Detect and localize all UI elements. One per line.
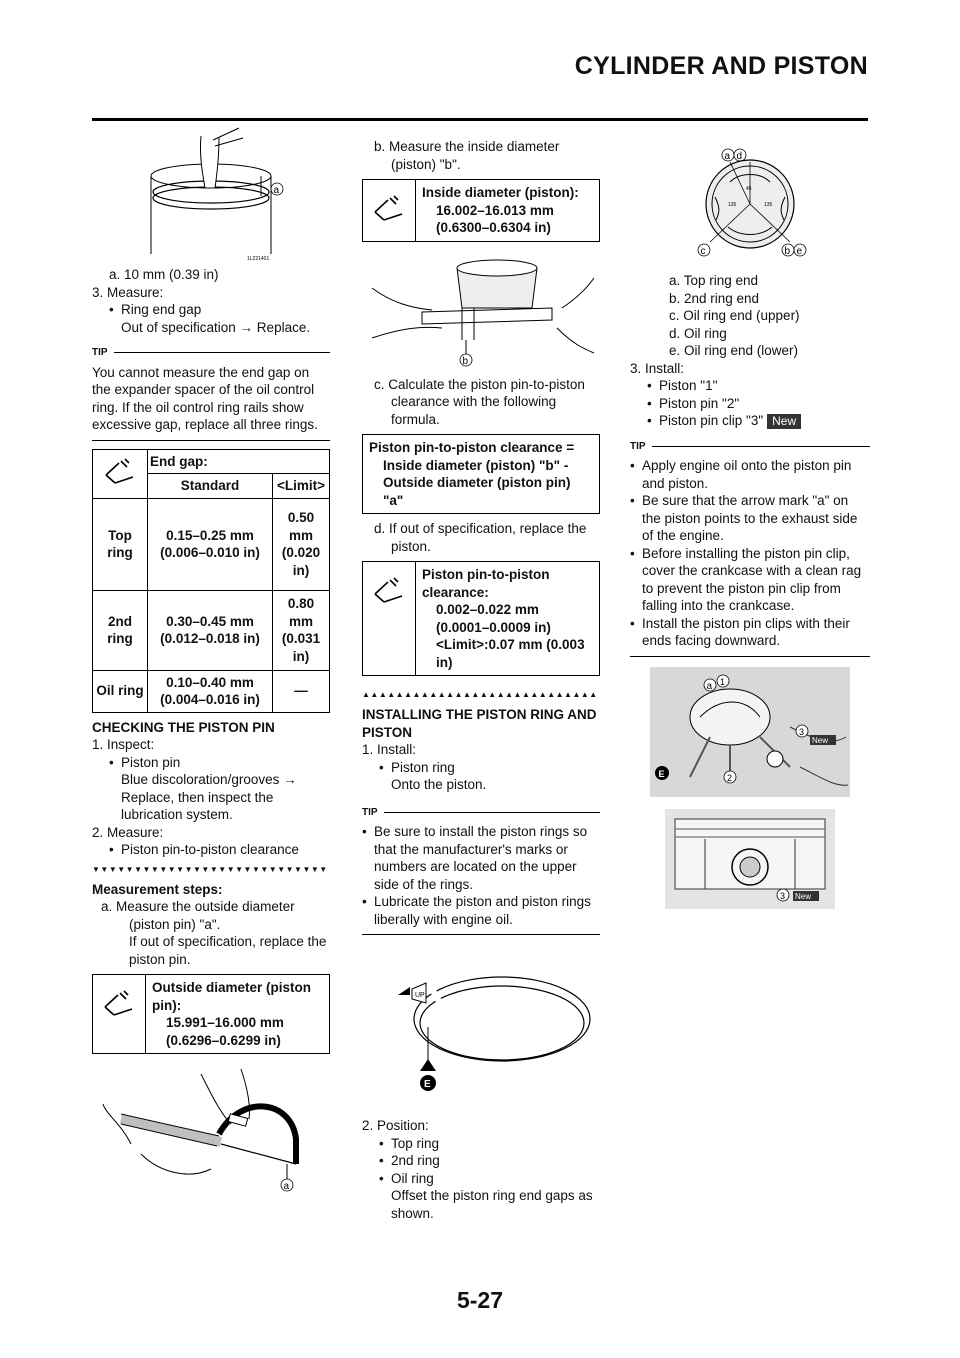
step-2-item: • Piston pin-to-piston clearance bbox=[92, 841, 330, 859]
fig-label: c bbox=[700, 246, 706, 257]
photo-new-badge: New bbox=[795, 891, 812, 901]
spec-title: Piston pin-to-piston clearance: bbox=[422, 567, 550, 600]
row-limit: — bbox=[273, 670, 330, 712]
spec-value: 0.002–0.022 mm bbox=[436, 602, 539, 617]
figure-caption: b. 2nd ring end bbox=[669, 290, 760, 306]
micrometer-pin-figure bbox=[101, 1064, 321, 1194]
fig-label: a bbox=[283, 1181, 290, 1192]
install-1: 1. Install: bbox=[362, 742, 417, 757]
photo-label: 1 bbox=[720, 676, 726, 687]
tip-item: • Lubricate the piston and piston rings liberally with engine oil. bbox=[362, 893, 600, 928]
install-3-item: • Piston "1" bbox=[630, 377, 870, 395]
caption-a: a. 10 mm (0.39 in) bbox=[109, 267, 219, 282]
wrench-spec-icon bbox=[103, 457, 137, 485]
formula-line-1: Piston pin-to-piston clearance = bbox=[369, 440, 575, 455]
fig-label: a bbox=[724, 151, 731, 162]
photo-label: 3 bbox=[799, 726, 805, 737]
wrench-spec-icon bbox=[372, 576, 406, 604]
measure-b: b. Measure the inside diameter (piston) "b". bbox=[374, 139, 560, 172]
tip-box bbox=[362, 804, 600, 936]
spec-value: 15.991–16.000 mm bbox=[166, 1015, 284, 1030]
column-2 bbox=[362, 138, 600, 1222]
fig-label: b bbox=[784, 246, 791, 257]
photo-label: a bbox=[706, 680, 713, 692]
spec-title: Inside diameter (piston): bbox=[422, 185, 579, 200]
tip-box bbox=[92, 344, 330, 441]
install-2-item: • 2nd ring bbox=[362, 1152, 600, 1170]
formula-box bbox=[362, 434, 600, 514]
row-name: 2nd ring bbox=[93, 590, 148, 670]
header-rule bbox=[92, 118, 868, 121]
wrench-spec-icon bbox=[102, 989, 136, 1017]
fig-angle: 135 bbox=[728, 202, 737, 208]
figure-caption: d. Oil ring bbox=[669, 325, 727, 341]
fig-code: 1L221401 bbox=[247, 256, 270, 262]
step-1: 1. Inspect: bbox=[92, 737, 155, 752]
end-gap-table bbox=[92, 449, 330, 713]
ring-e-label: E bbox=[424, 1079, 431, 1090]
tip-label: TIP bbox=[92, 347, 108, 358]
install-3-item: • Piston pin "2" bbox=[630, 395, 870, 413]
figure-caption: a. Top ring end bbox=[669, 273, 759, 288]
row-std: 0.30–0.45 mm (0.012–0.018 in) bbox=[148, 590, 273, 670]
fig-label: a bbox=[273, 185, 280, 196]
calc-c: c. Calculate the piston pin-to-piston clearance with the following formula. bbox=[374, 376, 585, 427]
figure-caption: c. Oil ring end (upper) bbox=[669, 308, 800, 323]
spec-value: 16.002–16.013 mm bbox=[436, 202, 554, 218]
step-1-note: Blue discoloration/grooves → Replace, then inspect the lubrication system. bbox=[121, 772, 297, 822]
end-gap-title: End gap: bbox=[148, 449, 330, 474]
fig-angle: 45 bbox=[746, 186, 752, 192]
ring-gap-position-figure bbox=[680, 142, 820, 262]
tip-item: • Before installing the piston pin clip, cover the crankcase with a clean rag to prevent the piston pin clip from falling into the crankcase. bbox=[630, 545, 870, 615]
formula-line-2: Inside diameter (piston) "b" - Outside diameter (piston pin) "a" bbox=[383, 457, 571, 508]
ring-gap-figure bbox=[121, 126, 301, 266]
step-3: 3. Measure: bbox=[92, 284, 164, 300]
page-number: 5-27 bbox=[456, 1287, 504, 1313]
tip-item: • Apply engine oil onto the piston pin and piston. bbox=[630, 457, 870, 492]
tip-box bbox=[630, 438, 870, 657]
install-2-note: Offset the piston ring end gaps as shown. bbox=[391, 1188, 593, 1221]
row-std: 0.15–0.25 mm (0.006–0.010 in) bbox=[148, 498, 273, 590]
fig-angle: 135 bbox=[764, 202, 773, 208]
install-2-item: • Top ring bbox=[362, 1135, 600, 1153]
tip-item: • Be sure that the arrow mark "a" on the piston points to the exhaust side of the engine. bbox=[630, 492, 870, 545]
column-1 bbox=[92, 126, 330, 1194]
fig-label: b bbox=[462, 355, 469, 367]
measure-a: a. Measure the outside diameter (piston pin) "a". bbox=[101, 899, 295, 932]
fig-label: e bbox=[796, 246, 803, 257]
inside-diameter-spec bbox=[362, 179, 600, 242]
photo-label: 2 bbox=[727, 772, 733, 783]
triangle-row-down: ▼▼▼▼▼▼▼▼▼▼▼▼▼▼▼▼▼▼▼▼▼▼▼▼▼▼▼▼ bbox=[92, 864, 328, 874]
step-3-note: Out of specification → Replace. bbox=[121, 319, 311, 335]
install-3: 3. Install: bbox=[630, 360, 685, 376]
page-title: CYLINDER AND PISTON bbox=[574, 52, 868, 80]
fig-label: d bbox=[736, 151, 743, 162]
measure-a-note: If out of specification, replace the piston pin. bbox=[129, 934, 327, 967]
row-name: Top ring bbox=[93, 498, 148, 590]
measurement-steps-heading: Measurement steps: bbox=[92, 881, 223, 897]
photo-label: E bbox=[658, 768, 665, 779]
spec-value: (0.6300–0.6304 in) bbox=[436, 220, 551, 235]
triangle-row-up: ▲▲▲▲▲▲▲▲▲▲▲▲▲▲▲▲▲▲▲▲▲▲▲▲▲▲▲▲ bbox=[362, 690, 598, 699]
install-2: 2. Position: bbox=[362, 1118, 429, 1133]
install-3-item-text: Piston pin clip "3" bbox=[659, 413, 764, 428]
tip-label: TIP bbox=[362, 806, 378, 818]
install-1-note: Onto the piston. bbox=[391, 777, 487, 792]
wrench-spec-icon bbox=[372, 194, 406, 222]
install-2-item: • Oil ring bbox=[362, 1170, 600, 1188]
piston-install-photo bbox=[650, 667, 850, 797]
tip-label: TIP bbox=[630, 440, 646, 452]
bore-gauge-piston-figure bbox=[362, 248, 600, 368]
section-heading: CHECKING THE PISTON PIN bbox=[92, 719, 275, 735]
spec-title: Outside diameter (piston pin): bbox=[152, 980, 312, 1013]
photo-label: 3 bbox=[780, 890, 786, 901]
outside-diameter-spec bbox=[92, 974, 330, 1054]
step-3-item: • Ring end gap bbox=[92, 301, 330, 319]
column-3 bbox=[630, 142, 870, 909]
tip-item: • Be sure to install the piston rings so that the manufacturer's marks or numbers are located on the upper side of the rings. bbox=[362, 823, 600, 893]
step-d: d. If out of specification, replace the piston. bbox=[374, 521, 587, 554]
install-3-item bbox=[630, 412, 870, 430]
step-1-item: • Piston pin bbox=[92, 754, 330, 772]
ring-up-label: UP bbox=[415, 992, 425, 999]
photo-new-badge: New bbox=[812, 735, 829, 745]
section-heading: INSTALLING THE PISTON RING AND PISTON bbox=[362, 707, 597, 740]
piston-ring-figure bbox=[362, 959, 600, 1109]
step-2: 2. Measure: bbox=[92, 824, 164, 840]
row-name: Oil ring bbox=[93, 670, 148, 712]
row-limit: 0.50 mm (0.020 in) bbox=[273, 498, 330, 590]
figure-caption: e. Oil ring end (lower) bbox=[669, 343, 799, 358]
clearance-spec bbox=[362, 561, 600, 676]
row-limit: 0.80 mm (0.031 in) bbox=[273, 590, 330, 670]
spec-value: <Limit>:0.07 mm (0.003 in) bbox=[436, 637, 585, 670]
new-badge: New bbox=[767, 414, 801, 429]
th-limit: <Limit> bbox=[273, 474, 330, 499]
tip-item: • Install the piston pin clips with their ends facing downward. bbox=[630, 615, 870, 650]
tip-text: You cannot measure the end gap on the expander spacer of the oil control ring. If the oil control ring rails show excessive gap, replace all three rings. bbox=[92, 364, 318, 432]
row-std: 0.10–0.40 mm (0.004–0.016 in) bbox=[148, 670, 273, 712]
install-1-item: • Piston ring bbox=[362, 759, 600, 777]
th-standard: Standard bbox=[148, 474, 273, 499]
spec-value: (0.0001–0.0009 in) bbox=[436, 619, 551, 635]
spec-value: (0.6296–0.6299 in) bbox=[166, 1032, 281, 1048]
piston-clip-photo bbox=[665, 809, 835, 909]
